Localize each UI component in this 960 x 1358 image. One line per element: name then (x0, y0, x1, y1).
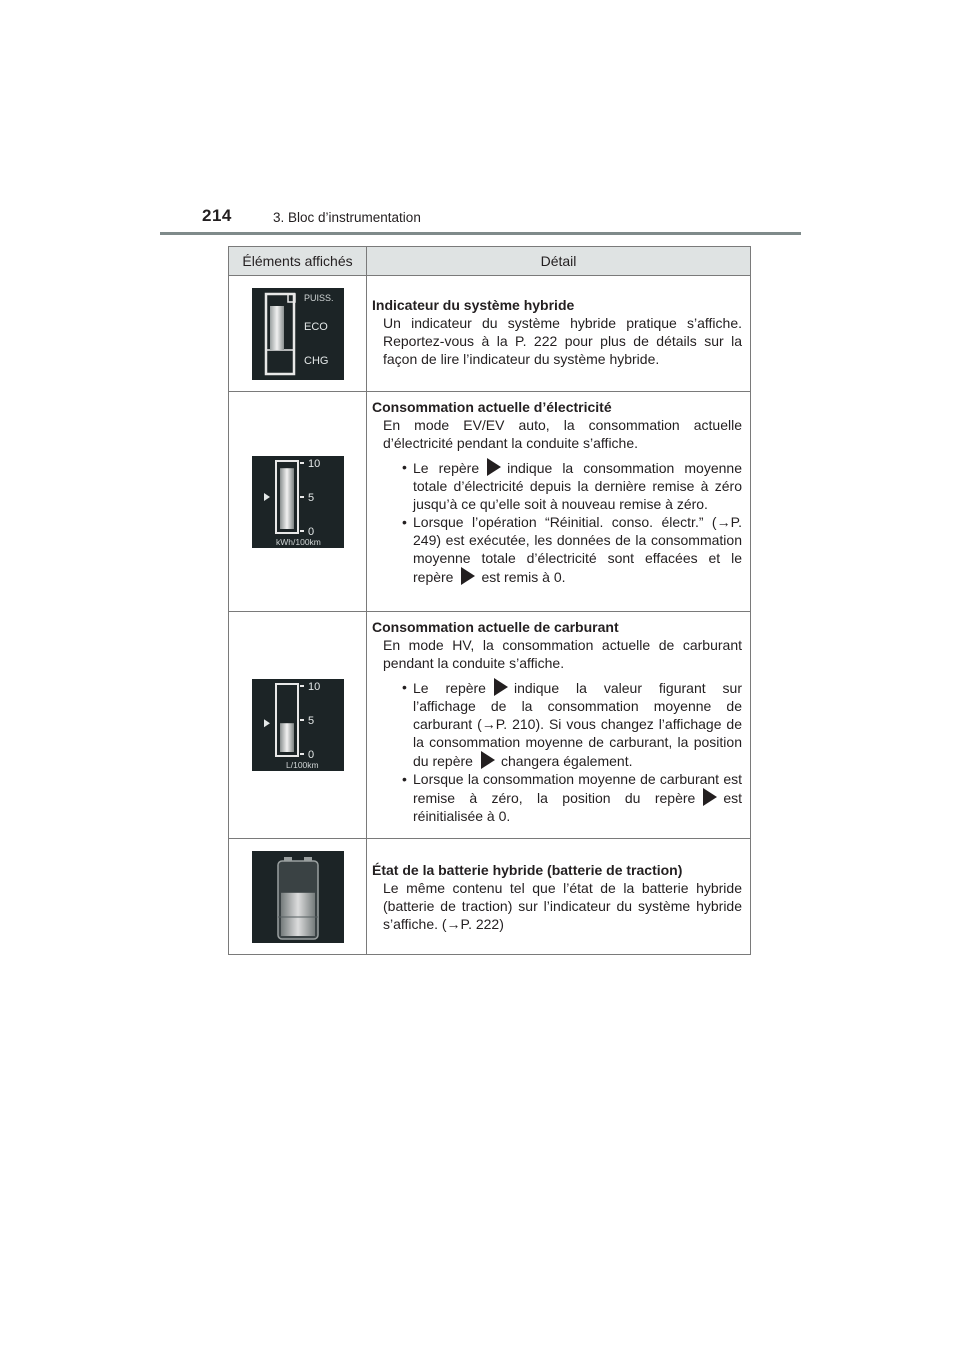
row-description: Un indicateur du système hybride pratique s’affiche. Reportez-vous à la P. 222 pour plus de détails sur la façon de lire l’indicateur du système hybride. (383, 315, 742, 367)
tick-label-0: 0 (307, 749, 314, 761)
table-row (229, 612, 751, 839)
hybrid-indicator-image (252, 288, 344, 380)
label-puiss: PUISS. (303, 292, 334, 303)
list-item: • Le repère indique la consommation moyenne totale d’électricité depuis la dernière remise à zéro jusqu’à ce qu’elle soit à nouveau remise à zéro. (402, 459, 742, 512)
marker-arrow-icon (481, 751, 495, 769)
marker-arrow-icon (461, 567, 475, 585)
page-header (160, 200, 801, 236)
battery-image (252, 851, 344, 943)
tick-label-10: 10 (307, 681, 320, 693)
image-cell (229, 392, 367, 612)
table-row (229, 276, 751, 392)
table-header-row (229, 247, 751, 276)
unit-label: kWh/100km (275, 536, 321, 547)
image-cell (229, 612, 367, 839)
image-cell (229, 839, 367, 955)
list-item: • Lorsque l’opération “Réinitial. conso. électr.” (→P. 249) est exécutée, les données de la consommation moyenne totale d’électricité sont effacées et le repère est remis à 0. (402, 514, 742, 585)
row-description: En mode EV/EV auto, la consommation actuelle d’électricité pendant la conduite s’affiche. (383, 417, 742, 451)
marker-arrow-icon (703, 788, 717, 806)
spec-table (228, 246, 751, 955)
detail-cell (367, 276, 751, 392)
marker-arrow-icon (487, 458, 501, 476)
image-cell (229, 276, 367, 392)
list-item: • Le repère indique la valeur figurant sur l’affichage de la consommation moyenne de carburant (→P. 210). Si vous changez l’affichage de la consommation moyenne de carburant, la position du repère changera également. (402, 679, 742, 769)
tick-label-5: 5 (307, 715, 314, 727)
row-title: Indicateur du système hybride (372, 297, 575, 313)
fuel-gauge-image (252, 679, 344, 771)
page-number: 214 (202, 206, 232, 225)
bullet-list (372, 458, 742, 586)
tick-label-0: 0 (307, 525, 314, 538)
table-row (229, 839, 751, 955)
row-description: Le même contenu tel que l’état de la batterie hybride (batterie de traction) sur l’indicateur du système hybride s’affiche. (→P. 222) (383, 880, 742, 932)
unit-label: L/100km (285, 760, 319, 770)
electricity-gauge-image (252, 456, 344, 548)
col-header-detail: Détail (367, 247, 751, 276)
row-title: État de la batterie hybride (batterie de traction) (372, 862, 683, 878)
table-row (229, 392, 751, 612)
section-title: 3. Bloc d’instrumentation (273, 210, 421, 225)
list-item: • Lorsque la consommation moyenne de carburant est remise à zéro, la position du repère est réinitialisée à 0. (402, 771, 742, 824)
row-title: Consommation actuelle de carburant (372, 619, 619, 635)
tick-label-10: 10 (307, 457, 320, 470)
tick-label-5: 5 (307, 491, 314, 504)
marker-arrow-icon (494, 678, 508, 696)
header-rule (160, 232, 801, 235)
col-header-elements: Éléments affichés (229, 247, 367, 276)
row-title: Consommation actuelle d’électricité (372, 399, 612, 415)
bullet-list (372, 678, 742, 825)
detail-cell (367, 839, 751, 955)
label-chg: CHG (303, 354, 328, 367)
row-description: En mode HV, la consommation actuelle de carburant pendant la conduite s’affiche. (383, 637, 742, 671)
label-eco: ECO (303, 320, 328, 333)
detail-cell (367, 392, 751, 612)
detail-cell (367, 612, 751, 839)
